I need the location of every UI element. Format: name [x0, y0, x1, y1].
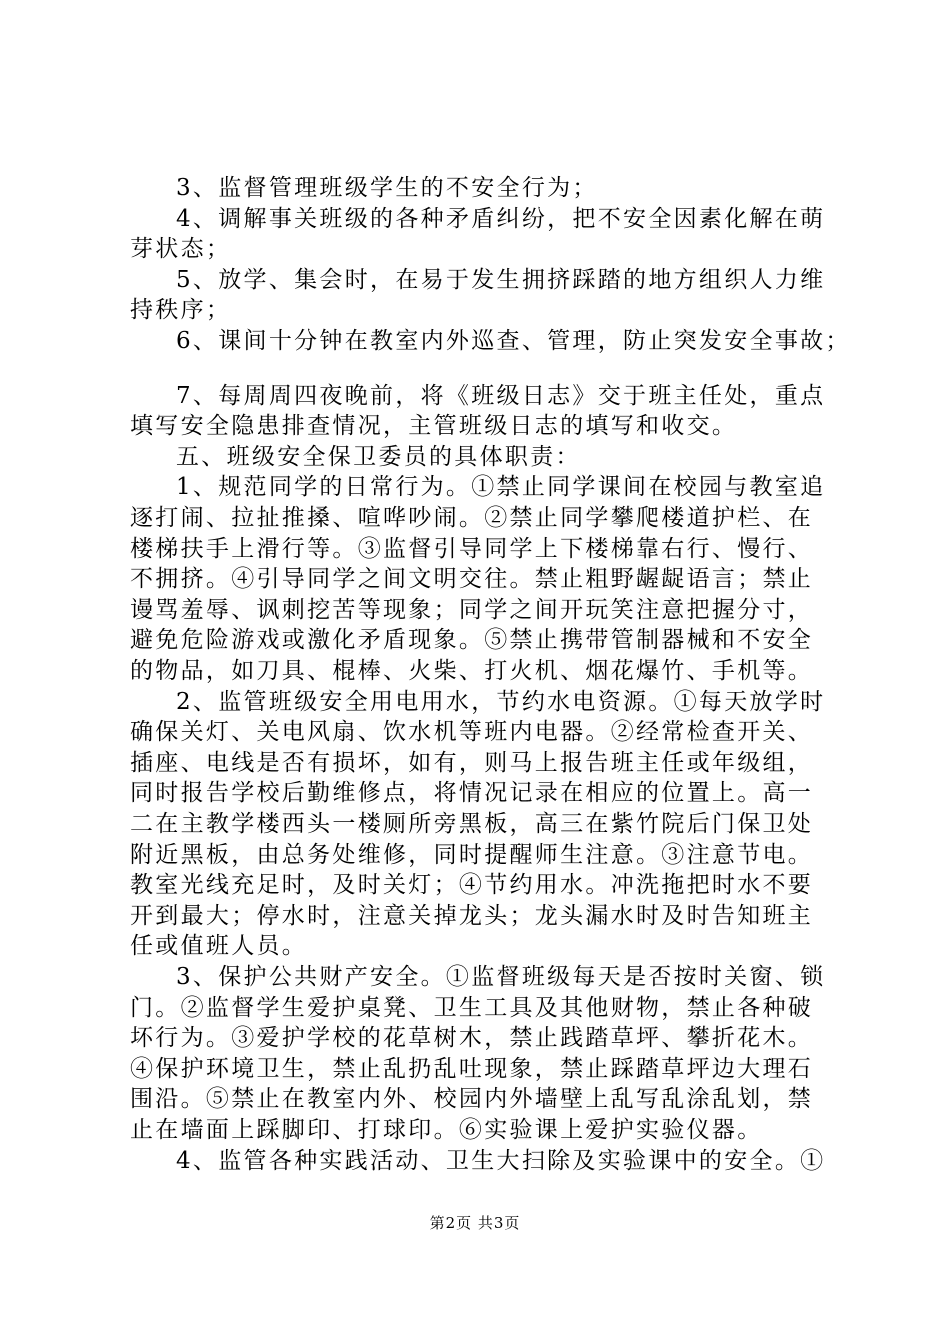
paragraph-line: 3、保护公共财产安全。①监督班级每天是否按时关窗、锁 [176, 964, 826, 990]
paragraph-line: 避免危险游戏或激化矛盾现象。⑤禁止携带管制器械和不安全 [130, 627, 814, 654]
section-heading: 五、班级安全保卫委员的具体职责： [176, 443, 581, 470]
paragraph-line: 芽状态； [130, 236, 232, 263]
paragraph-line: 教室光线充足时，及时关灯；④节约用水。冲洗拖把时水不要 [130, 872, 814, 899]
paragraph-line: 2、监管班级安全用电用水，节约水电资源。①每天放学时 [176, 688, 826, 715]
paragraph-line: 插座、电线是否有损坏，如有，则马上报告班主任或年级组， [130, 749, 814, 776]
paragraph-line: 门。②监督学生爱护桌凳、卫生工具及其他财物，禁止各种破 [130, 994, 814, 1021]
paragraph-line: 4、调解事关班级的各种矛盾纠纷，把不安全因素化解在萌 [176, 205, 826, 232]
paragraph-line: 的物品，如刀具、棍棒、火柴、打火机、烟花爆竹、手机等。 [130, 658, 814, 684]
paragraph-line: 开到最大；停水时，注意关掉龙头；龙头漏水时及时告知班主 [130, 902, 814, 929]
paragraph-line: 任或值班人员。 [130, 933, 308, 960]
paragraph-line: 止在墙面上踩脚印、打球印。⑥实验课上爱护实验仪器。 [130, 1117, 763, 1143]
paragraph-line: 坏行为。③爱护学校的花草树木，禁止践踏草坪、攀折花木。 [130, 1025, 814, 1052]
paragraph-line: 填写安全隐患排查情况，主管班级日志的填写和收交。 [130, 413, 738, 440]
paragraph-line: 楼梯扶手上滑行等。③监督引导同学上下楼梯靠右行、慢行、 [130, 535, 814, 562]
paragraph-line: 5、放学、集会时，在易于发生拥挤踩踏的地方组织人力维 [176, 266, 826, 293]
paragraph-line: 附近黑板，由总务处维修，同时提醒师生注意。③注意节电。 [130, 841, 814, 868]
paragraph-line: 确保关灯、关电风扇、饮水机等班内电器。②经常检查开关、 [130, 719, 814, 746]
paragraph-line: 7、每周周四夜晚前，将《班级日志》交于班主任处，重点 [176, 382, 826, 409]
paragraph-line: 同时报告学校后勤维修点，将情况记录在相应的位置上。高一 [130, 780, 814, 807]
paragraph-line: 持秩序； [130, 297, 232, 324]
paragraph-line: 围沿。⑤禁止在教室内外、校园内外墙壁上乱写乱涂乱划，禁 [130, 1086, 814, 1113]
paragraph-line: 逐打闹、拉扯推搡、喧哗吵闹。②禁止同学攀爬楼道护栏、在 [130, 505, 814, 531]
page-number-footer: 第2页 共3页 [429, 1214, 521, 1232]
paragraph-line: 二在主教学楼西头一楼厕所旁黑板，高三在紫竹院后门保卫处 [130, 811, 814, 837]
paragraph-line: 4、监管各种实践活动、卫生大扫除及实验课中的安全。① [176, 1147, 826, 1174]
paragraph-line: 谩骂羞辱、讽刺挖苦等现象；同学之间开玩笑注意把握分寸， [130, 596, 814, 623]
paragraph-line: ④保护环境卫生，禁止乱扔乱吐现象，禁止踩踏草坪边大理石 [130, 1055, 814, 1082]
paragraph-line: 6、课间十分钟在教室内外巡查、管理，防止突发安全事故； [176, 328, 851, 354]
paragraph-line: 不拥挤。④引导同学之间文明交往。禁止粗野龌龊语言；禁止 [130, 566, 814, 593]
paragraph-line: 1、规范同学的日常行为。①禁止同学课间在校园与教室追 [176, 474, 826, 501]
paragraph-line: 3、监督管理班级学生的不安全行为； [176, 175, 598, 201]
